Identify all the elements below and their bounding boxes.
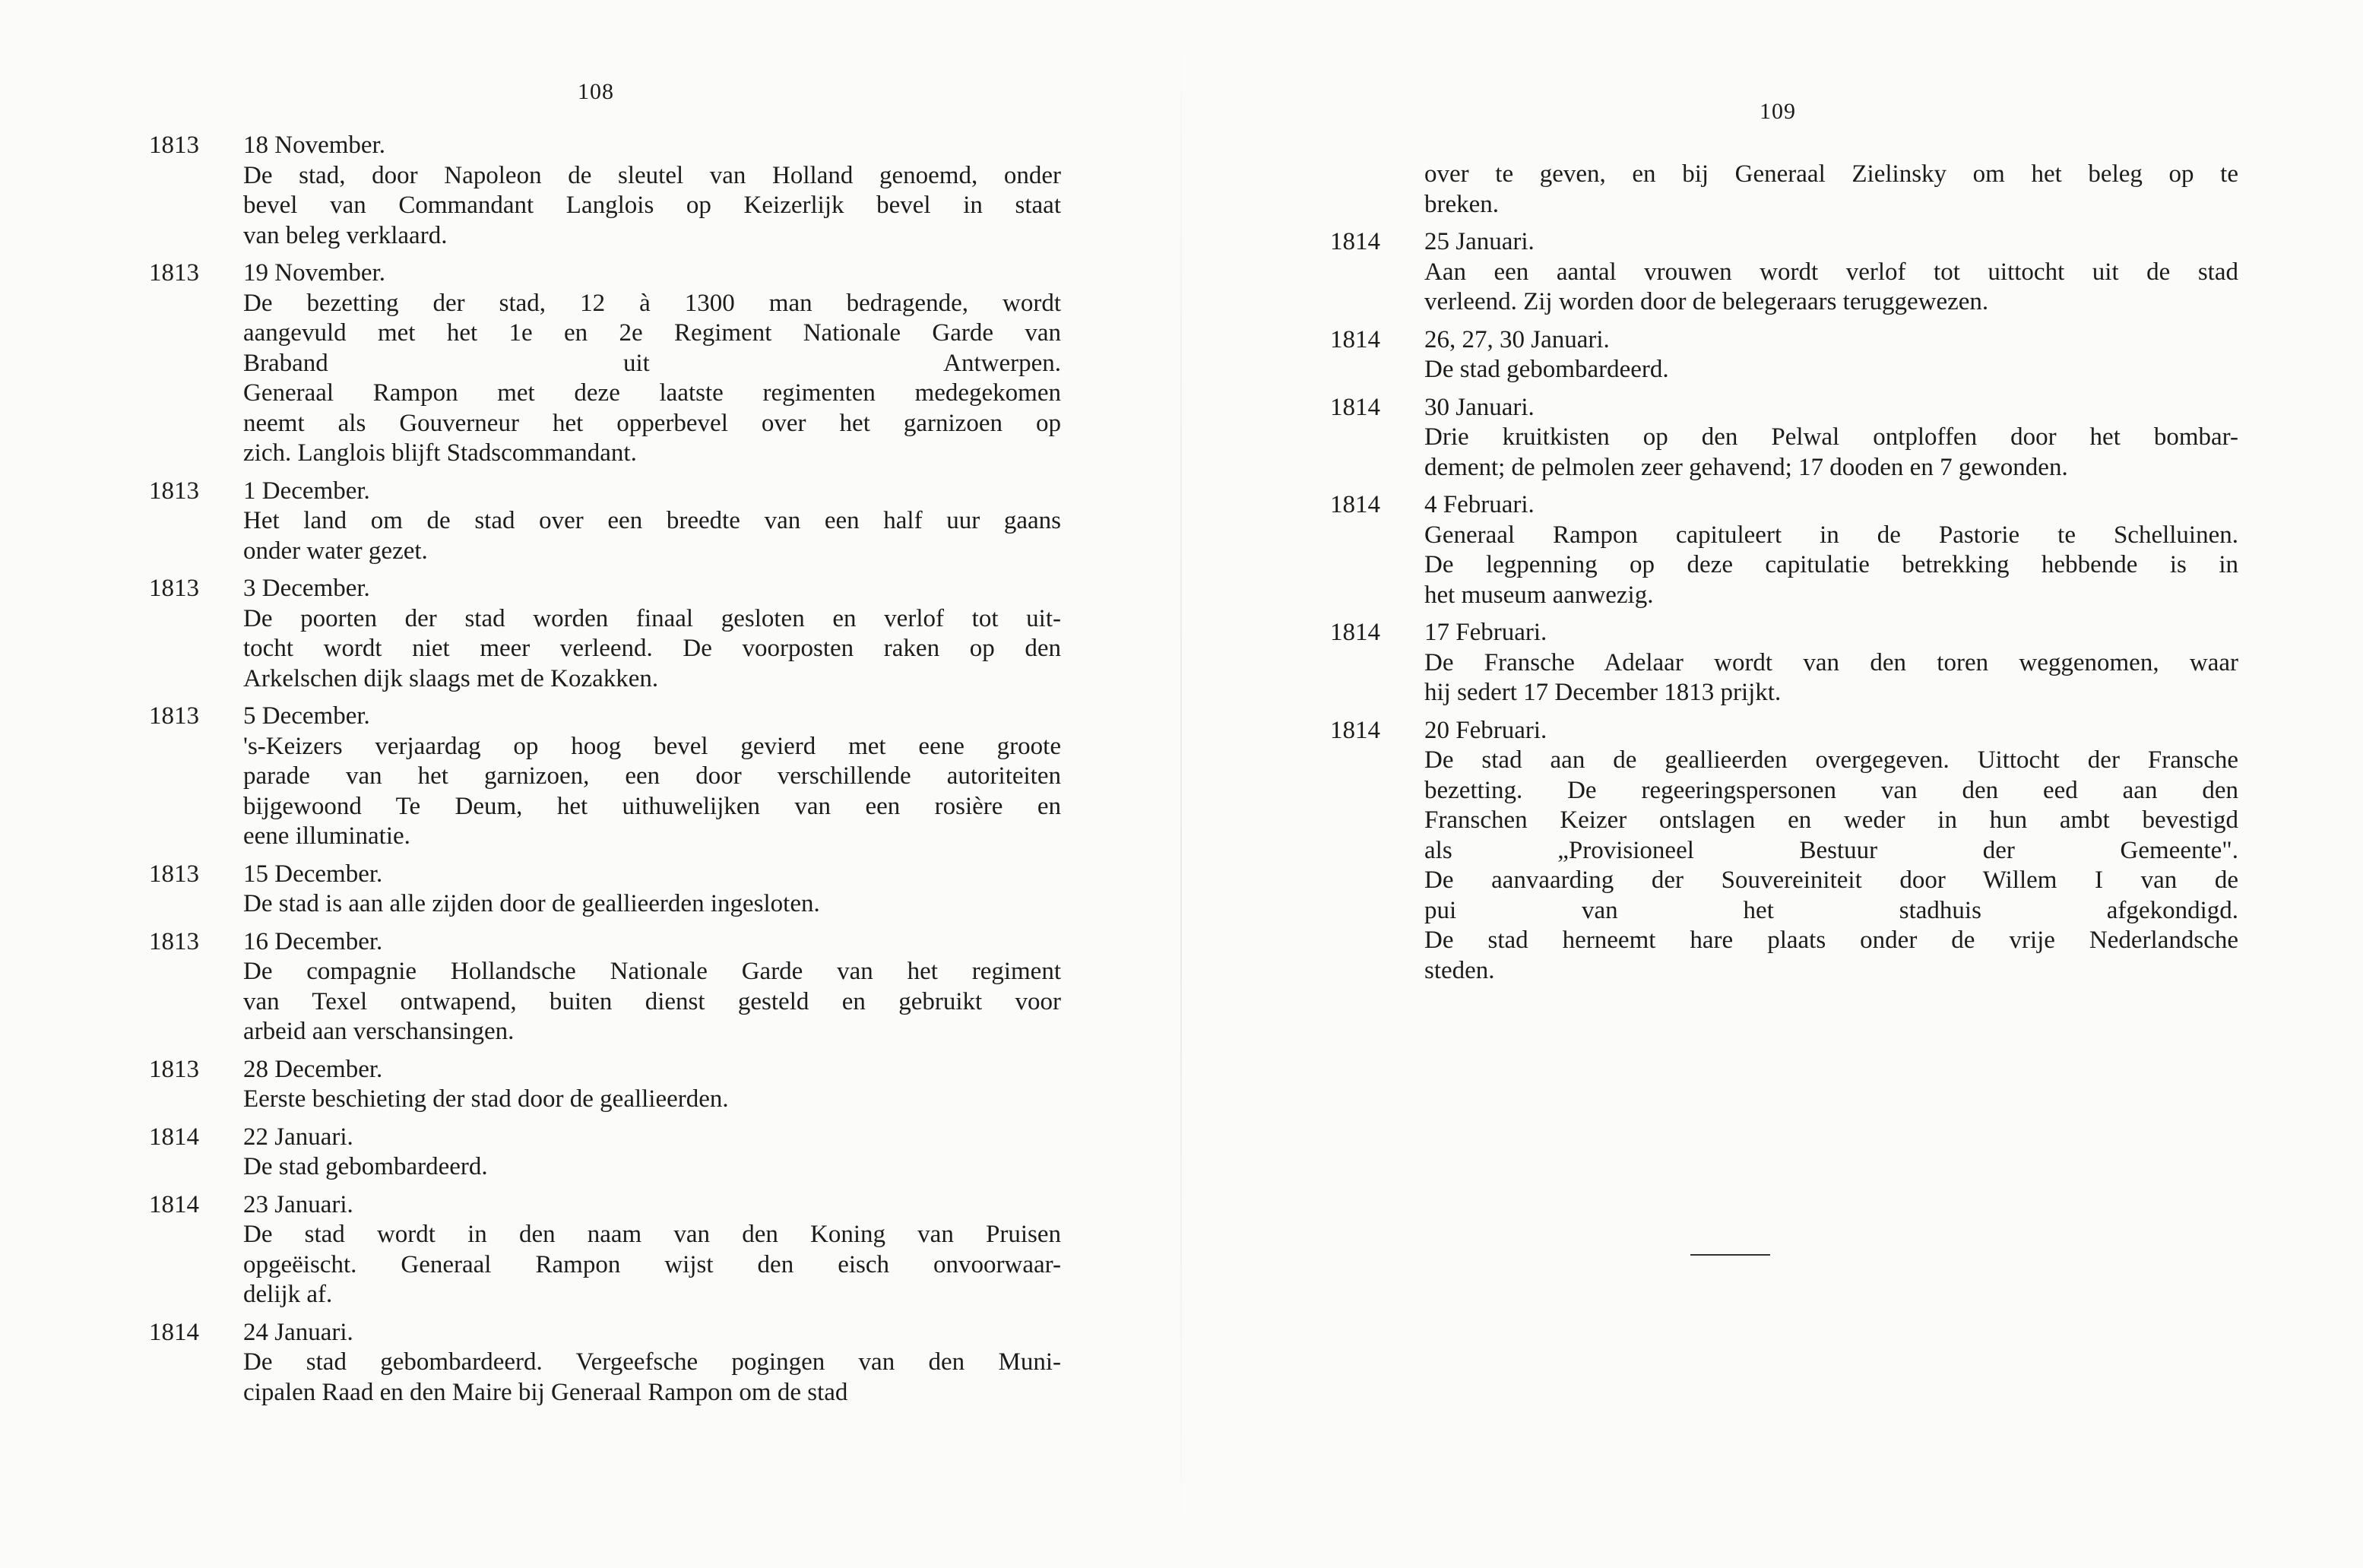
end-rule bbox=[1690, 1254, 1770, 1256]
entry-text-line: verleend. Zij worden door de belegeraars teruggewezen. bbox=[1424, 288, 1989, 315]
entry-year: 1813 bbox=[149, 860, 199, 888]
entry-text-line: neemt als Gouverneur het opperbevel over het garnizoen op bbox=[243, 409, 1061, 437]
entry-text-line: Generaal Rampon met deze laatste regimenten medegekomen bbox=[243, 379, 1061, 407]
chronicle-entry bbox=[149, 1318, 1061, 1408]
entry-text-line: De stad, door Napoleon de sleutel van Holland genoemd, onder bbox=[243, 161, 1061, 189]
entry-text-line: eene illuminatie. bbox=[243, 822, 410, 850]
chronicle-entry bbox=[149, 860, 1061, 920]
chronicle-entry bbox=[1330, 227, 2238, 318]
entry-date: 30 Januari. bbox=[1424, 393, 1535, 421]
entry-text-line: arbeid aan verschansingen. bbox=[243, 1018, 515, 1045]
right-page bbox=[1186, 0, 2363, 1568]
entry-date: 1 December. bbox=[243, 477, 370, 505]
entry-text-line: Aan een aantal vrouwen wordt verlof tot uittocht uit de stad bbox=[1424, 258, 2238, 286]
entry-text-line: als „Provisioneel Bestuur der Gemeente". bbox=[1424, 836, 2238, 864]
entry-text-line: het museum aanwezig. bbox=[1424, 581, 1654, 609]
entry-date: 4 Februari. bbox=[1424, 491, 1535, 518]
entry-date: 16 December. bbox=[243, 927, 383, 955]
chronicle-entry bbox=[1330, 618, 2238, 708]
entry-date: 15 December. bbox=[243, 860, 383, 888]
entry-text-line: zich. Langlois blijft Stadscommandant. bbox=[243, 439, 637, 467]
entry-text-line: Franschen Keizer ontslagen en weder in hun ambt bevestigd bbox=[1424, 806, 2238, 834]
entry-date: 22 Januari. bbox=[243, 1123, 353, 1151]
entry-date: 26, 27, 30 Januari. bbox=[1424, 325, 1610, 353]
entry-text-line: De stad herneemt hare plaats onder de vrije Nederlandsche bbox=[1424, 927, 2238, 954]
entry-text-line: breken. bbox=[1424, 190, 1500, 218]
entry-date: 28 December. bbox=[243, 1055, 383, 1083]
entry-date: 25 Januari. bbox=[1424, 228, 1535, 255]
entry-year: 1813 bbox=[149, 1055, 199, 1083]
chronicle-entry bbox=[149, 131, 1061, 251]
entry-year: 1813 bbox=[149, 259, 199, 287]
entry-text-line: Generaal Rampon capituleert in de Pastorie te Schelluinen. bbox=[1424, 521, 2238, 549]
entry-year: 1814 bbox=[149, 1123, 199, 1151]
entry-year: 1813 bbox=[149, 477, 199, 505]
entry-text-line: van beleg verklaard. bbox=[243, 221, 448, 249]
entry-text-line: pui van het stadhuis afgekondigd. bbox=[1424, 896, 2238, 924]
chronicle-entry bbox=[149, 574, 1061, 694]
entry-date: 24 Januari. bbox=[243, 1318, 353, 1346]
chronicle-entry bbox=[149, 477, 1061, 567]
entry-text-line: De compagnie Hollandsche Nationale Garde van het regiment bbox=[243, 958, 1061, 985]
entry-year: 1814 bbox=[1330, 393, 1380, 421]
entry-year: 1813 bbox=[149, 575, 199, 602]
entry-text-line: De stad gebombardeerd. bbox=[1424, 356, 1669, 383]
entry-text-line: opgeëischt. Generaal Rampon wijst den eisch onvoorwaar- bbox=[243, 1250, 1061, 1278]
entry-date: 17 Februari. bbox=[1424, 619, 1547, 646]
entry-text-line: tocht wordt niet meer verleend. De voorposten raken op den bbox=[243, 635, 1061, 662]
entry-list bbox=[1330, 160, 2238, 993]
entry-text-line: De stad is aan alle zijden door de geallieerden ingesloten. bbox=[243, 890, 820, 917]
entry-text-line: delijk af. bbox=[243, 1281, 333, 1308]
entry-text-line: De stad gebombardeerd. Vergeefsche pogingen van den Muni- bbox=[243, 1348, 1061, 1376]
entry-text-line: De stad wordt in den naam van den Koning van Pruisen bbox=[243, 1221, 1061, 1248]
entry-text-line: Arkelschen dijk slaags met de Kozakken. bbox=[243, 664, 659, 692]
chronicle-entry bbox=[149, 1055, 1061, 1115]
entry-text-line: hij sedert 17 December 1813 prijkt. bbox=[1424, 679, 1782, 706]
chronicle-entry bbox=[149, 1190, 1061, 1310]
entry-text-line: bevel van Commandant Langlois op Keizerlijk bevel in staat bbox=[243, 192, 1061, 219]
entry-year: 1813 bbox=[149, 131, 199, 159]
entry-date: 3 December. bbox=[243, 575, 370, 602]
entry-text-line: steden. bbox=[1424, 956, 1495, 984]
chronicle-entry bbox=[1330, 716, 2238, 987]
entry-year: 1814 bbox=[149, 1318, 199, 1346]
entry-date: 19 November. bbox=[243, 259, 385, 287]
page-gutter bbox=[1180, 0, 1182, 1568]
entry-date: 5 December. bbox=[243, 702, 370, 730]
entry-text-line: De aanvaarding der Souvereiniteit door Willem I van de bbox=[1424, 866, 2238, 894]
entry-year: 1814 bbox=[1330, 619, 1380, 646]
entry-year: 1813 bbox=[149, 702, 199, 730]
entry-text-line: De stad aan de geallieerden overgegeven. Uittocht der Fransche bbox=[1424, 746, 2238, 774]
chronicle-entry bbox=[149, 702, 1061, 852]
entry-text-line: Eerste beschieting der stad door de geallieerden. bbox=[243, 1085, 729, 1113]
entry-text-line: Braband uit Antwerpen. bbox=[243, 349, 1061, 377]
entry-text-line: van Texel ontwapend, buiten dienst gesteld en gebruikt voor bbox=[243, 987, 1061, 1015]
entry-text-line: De poorten der stad worden finaal gesloten en verlof tot uit- bbox=[243, 604, 1061, 632]
entry-year: 1814 bbox=[149, 1190, 199, 1218]
entry-year: 1814 bbox=[1330, 228, 1380, 255]
entry-year: 1814 bbox=[1330, 325, 1380, 353]
entry-text-line: De stad gebombardeerd. bbox=[243, 1153, 488, 1180]
entry-text-line: bezetting. De regeeringspersonen van den eed aan den bbox=[1424, 776, 2238, 804]
entry-text-line: dement; de pelmolen zeer gehavend; 17 dooden en 7 gewonden. bbox=[1424, 453, 2068, 481]
entry-date: 23 Januari. bbox=[243, 1190, 353, 1218]
chronicle-entry bbox=[1330, 490, 2238, 610]
entry-text-line: De bezetting der stad, 12 à 1300 man bedragende, wordt bbox=[243, 289, 1061, 317]
chronicle-entry bbox=[1330, 393, 2238, 483]
entry-text-line: 's-Keizers verjaardag op hoog bevel gevierd met eene groote bbox=[243, 732, 1061, 760]
page-number: 109 bbox=[1760, 99, 1796, 124]
entry-text-line: Drie kruitkisten op den Pelwal ontploffen door het bombar- bbox=[1424, 423, 2238, 451]
entry-text-line: over te geven, en bij Generaal Zielinsky om het beleg op te bbox=[1424, 160, 2238, 188]
continuation-text bbox=[1330, 160, 2238, 220]
entry-text-line: Het land om de stad over een breedte van een half uur gaans bbox=[243, 507, 1061, 534]
entry-text-line: cipalen Raad en den Maire bij Generaal Rampon om de stad bbox=[243, 1378, 848, 1406]
chronicle-entry bbox=[149, 258, 1061, 469]
entry-text-line: parade van het garnizoen, een door verschillende autoriteiten bbox=[243, 762, 1061, 790]
entry-text-line: onder water gezet. bbox=[243, 537, 428, 565]
chronicle-entry bbox=[149, 1123, 1061, 1183]
entry-year: 1814 bbox=[1330, 491, 1380, 518]
entry-text-line: De legpenning op deze capitulatie betrekking hebbende is in bbox=[1424, 551, 2238, 578]
entry-text-line: aangevuld met het 1e en 2e Regiment Nationale Garde van bbox=[243, 319, 1061, 347]
entry-text-line: De Fransche Adelaar wordt van den toren weggenomen, waar bbox=[1424, 648, 2238, 676]
page-number: 108 bbox=[578, 79, 614, 104]
entry-list bbox=[149, 131, 1061, 1415]
chronicle-entry bbox=[1330, 325, 2238, 385]
entry-year: 1813 bbox=[149, 927, 199, 955]
entry-date: 18 November. bbox=[243, 131, 385, 159]
entry-date: 20 Februari. bbox=[1424, 716, 1547, 744]
chronicle-entry bbox=[149, 927, 1061, 1047]
entry-year: 1814 bbox=[1330, 716, 1380, 744]
entry-text-line: bijgewoond Te Deum, het uithuwelijken van een rosière en bbox=[243, 792, 1061, 820]
